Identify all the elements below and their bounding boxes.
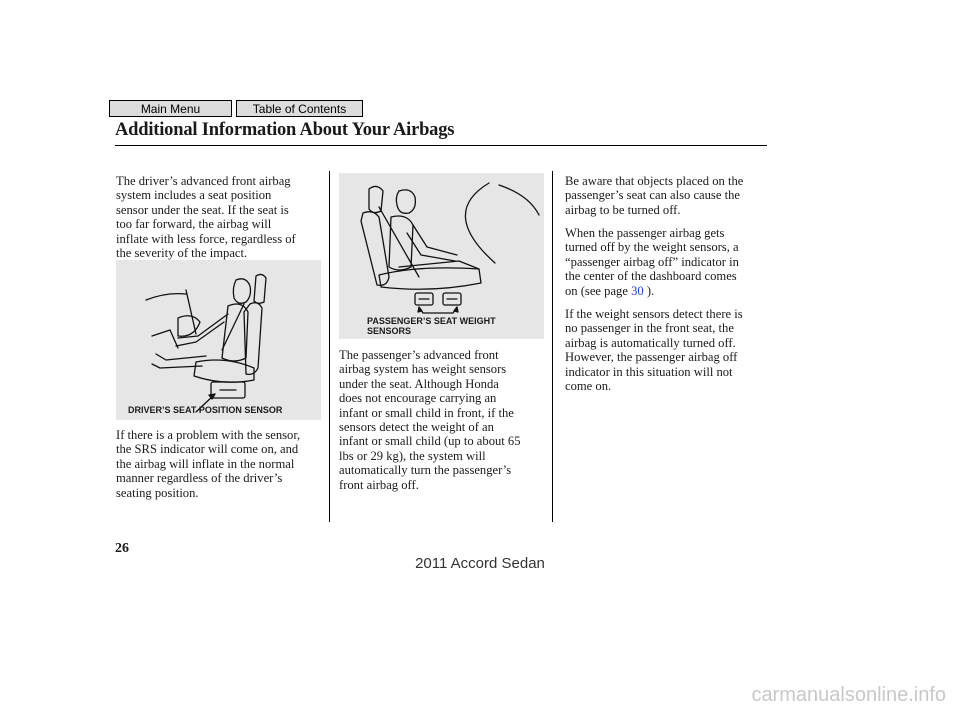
passenger-seat-illustration	[339, 173, 544, 339]
driver-seat-illustration	[116, 260, 321, 420]
driver-sensor-problem-paragraph: If there is a problem with the sensor, the SRS indicator will come on, and the airbag will inflate in the normal manner regardless of the driver’s seating position.	[116, 428, 301, 500]
driver-sensor-paragraph: The driver’s advanced front airbag system includes a seat position sensor under the seat. If the seat is too far forward, the airbag will inflate with less force, regardless of the severity of the impact.	[116, 174, 296, 261]
indicator-paragraph-end: ).	[643, 283, 655, 298]
table-of-contents-button[interactable]: Table of Contents	[236, 100, 363, 117]
column-divider-2	[552, 171, 553, 522]
passenger-sensor-paragraph: The passenger’s advanced front airbag system has weight sensors under the seat. Although Honda does not encourage carrying an infant or small child in front, if the sensors detect the weight of an infant or small child (up to about 65 lbs or 29 kg), the system will automatically turn the passenger’s front airbag off.	[339, 348, 521, 492]
title-divider	[115, 145, 767, 146]
footer-model-title: 2011 Accord Sedan	[415, 555, 545, 572]
airbag-off-indicator-paragraph	[565, 226, 739, 298]
page-title: Additional Information About Your Airbags	[115, 120, 455, 140]
driver-seat-figure	[116, 260, 321, 420]
main-menu-button[interactable]: Main Menu	[109, 100, 232, 117]
watermark: carmanualsonline.info	[751, 684, 946, 706]
indicator-paragraph-text: When the passenger airbag gets turned off by the weight sensors, a “passenger airbag off” indicator in the center of the dashboard comes on (see page	[565, 226, 739, 298]
driver-figure-caption: DRIVER’S SEAT POSITION SENSOR	[128, 405, 283, 415]
no-passenger-paragraph: If the weight sensors detect there is no passenger in the front seat, the airbag is automatically turned off. However, the passenger airbag off indicator in this situation will not come on.	[565, 307, 743, 394]
objects-on-seat-paragraph: Be aware that objects placed on the passenger’s seat can also cause the airbag to be turned off.	[565, 174, 744, 217]
page-number: 26	[115, 541, 129, 556]
column-divider-1	[329, 171, 330, 522]
page-30-link[interactable]: 30	[631, 283, 644, 298]
passenger-seat-figure	[339, 173, 544, 339]
passenger-figure-caption: PASSENGER’S SEAT WEIGHT SENSORS	[367, 316, 496, 336]
